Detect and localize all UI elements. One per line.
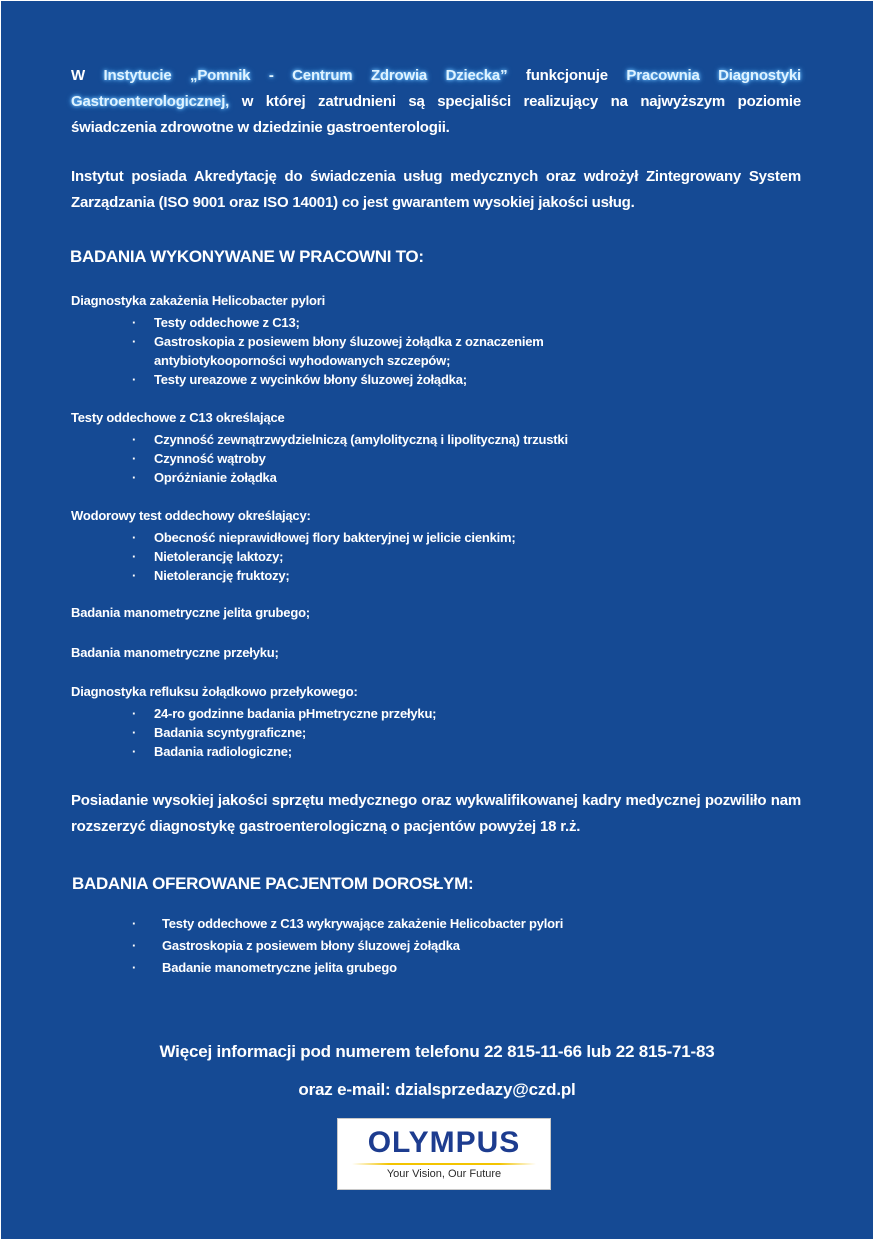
list-item: · Testy oddechowe z C13 wykrywające zakażenie Helicobacter pylori: [131, 913, 563, 935]
flyer-page: [1, 1, 873, 1239]
list-item: [131, 332, 544, 370]
adults-note: Posiadanie wysokiej jakości sprzętu medycznego oraz wykwalifikowanej kadry medycznej pozwiliło nam rozszerzyć diagnostykę gastroenterologiczną o pacjentów powyżej 18 r.ż.: [71, 792, 801, 835]
group-list-c13: [131, 430, 568, 487]
group-title-esophagus-manometry: Badania manometryczne przełyku;: [71, 645, 279, 660]
list-item: · Czynność zewnątrzwydzielniczą (amylolityczną i lipolityczną) trzustki: [131, 430, 568, 449]
group-list-reflux: [131, 704, 436, 761]
group-title-c13: Testy oddechowe z C13 określające: [71, 410, 285, 425]
logo-tagline: Your Vision, Our Future: [386, 1168, 502, 1180]
list-item: · 24-ro godzinne badania pHmetryczne przełyku;: [131, 704, 436, 723]
list-item: · Opróżnianie żołądka: [131, 468, 568, 487]
list-item: · Czynność wątroby: [131, 449, 568, 468]
olympus-logo: [337, 1118, 551, 1190]
institute-name: Instytucie „Pomnik - Centrum Zdrowia Dziecka”: [103, 67, 508, 84]
list-item: · Testy oddechowe z C13;: [131, 313, 544, 332]
intro-w: W: [71, 67, 85, 84]
group-title-hydrogen: Wodorowy test oddechowy określający:: [71, 508, 311, 523]
list-item: · Gastroskopia z posiewem błony śluzowej żołądka: [131, 935, 563, 957]
list-item: · Badanie manometryczne jelita grubego: [131, 957, 563, 979]
list-item: · Testy ureazowe z wycinków błony śluzowej żołądka;: [131, 370, 544, 389]
intro-rest: w której zatrudnieni są specjaliści realizujący na najwyższym poziomie świadczenia zdrowotne w dziedzinie gastroenterologii.: [71, 93, 802, 136]
intro-paragraph-2: Instytut posiada Akredytację do świadczenia usług medycznych oraz wdrożył Zintegrowany System Zarządzania (ISO 9001 oraz ISO 14001) co jest gwarantem wysokiej jakości usług.: [71, 168, 801, 211]
intro-paragraph-1: [71, 63, 801, 141]
list-item-line: · Gastroskopia z posiewem błony śluzowej żołądka z oznaczeniem: [154, 334, 544, 349]
group-list-hydrogen: [131, 528, 516, 585]
intro-mid: funkcjonuje: [525, 67, 608, 84]
list-item: · Badania radiologiczne;: [131, 742, 436, 761]
list-item: · Obecność nieprawidłowej flory bakteryjnej w jelicie cienkim;: [131, 528, 516, 547]
logo-brand: OLYMPUS: [367, 1126, 521, 1159]
lab-name: Pracownia Diagnostyki Gastroenterologicznej,: [71, 67, 801, 110]
logo-divider: [352, 1163, 536, 1165]
contact-email: oraz e-mail: dzialsprzedazy@czd.pl: [298, 1080, 576, 1099]
list-item: · Nietolerancję fruktozy;: [131, 566, 516, 585]
group-title-helicobacter: Diagnostyka zakażenia Helicobacter pylori: [71, 293, 326, 308]
list-item: · Nietolerancję laktozy;: [131, 547, 516, 566]
group-title-colon-manometry: Badania manometryczne jelita grubego;: [71, 605, 310, 620]
lab-section-heading: BADANIA WYKONYWANE W PRACOWNI TO:: [70, 247, 424, 266]
list-item-line: antybiotykooporności wyhodowanych szczepów;: [154, 353, 451, 368]
contact-phone: Więcej informacji pod numerem telefonu 22 815-11-66 lub 22 815-71-83: [159, 1042, 715, 1061]
group-title-reflux: Diagnostyka refluksu żołądkowo przełykowego:: [71, 684, 358, 699]
group-list-helicobacter: [131, 313, 544, 389]
adults-section-heading: BADANIA OFEROWANE PACJENTOM DOROSŁYM:: [72, 874, 474, 893]
list-item: · Badania scyntygraficzne;: [131, 723, 436, 742]
adults-list: [131, 913, 563, 979]
